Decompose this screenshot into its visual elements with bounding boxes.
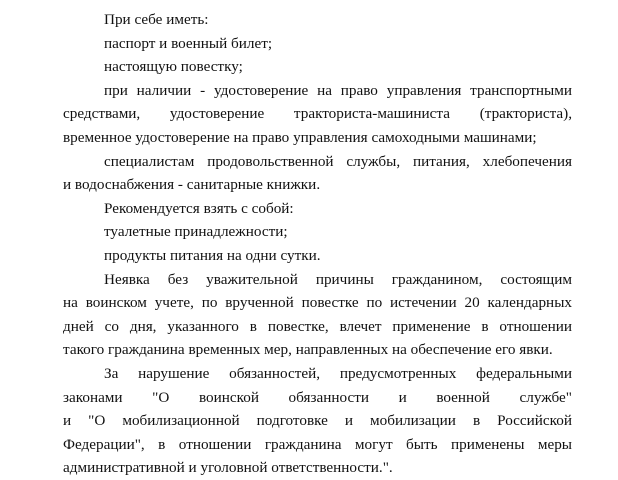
text-line-nonappearance-end: такого гражданина временных мер, направленных на обеспечение его явки. bbox=[63, 341, 553, 359]
text-line-recommended-heading: Рекомендуется взять с собой: bbox=[104, 199, 294, 217]
text-line-food: продукты питания на одни сутки. bbox=[104, 246, 321, 264]
text-line-violation-start: За нарушение обязанностей, предусмотренных федеральными bbox=[104, 364, 572, 382]
text-line-licenses-cont: средствами, удостоверение тракториста-машиниста (тракториста), bbox=[63, 105, 572, 123]
text-line-violation-2: законами "О воинской обязанности и военной службе" bbox=[63, 388, 572, 406]
text-line-nonappearance-3: дней со дня, указанного в повестке, влечет применение в отношении bbox=[63, 317, 572, 335]
text-line-nonappearance-start: Неявка без уважительной причины гражданином, состоящим bbox=[104, 270, 572, 288]
text-line-violation-end: административной и уголовной ответственности.". bbox=[63, 459, 393, 477]
text-line-violation-4: Федерации", в отношении гражданина могут быть применены меры bbox=[63, 435, 572, 453]
text-line-summons: настоящую повестку; bbox=[104, 58, 243, 76]
text-line-passport: паспорт и военный билет; bbox=[104, 34, 273, 52]
text-line-nonappearance-2: на воинском учете, по врученной повестке по истечении 20 календарных bbox=[63, 294, 572, 312]
text-line-food-specialists: специалистам продовольственной службы, питания, хлебопечения bbox=[104, 152, 572, 170]
text-line-toiletries: туалетные принадлежности; bbox=[104, 223, 288, 241]
text-line-licenses-start: при наличии - удостоверение на право управления транспортными bbox=[104, 81, 572, 99]
document-body bbox=[63, 8, 572, 480]
text-line-violation-3: и "О мобилизационной подготовке и мобилизации в Российской bbox=[63, 412, 572, 430]
text-line-sanitary-books: и водоснабжения - санитарные книжки. bbox=[63, 176, 321, 194]
text-line-bring-heading: При себе иметь: bbox=[104, 11, 209, 28]
text-line-licenses-end: временное удостоверение на право управления самоходными машинами; bbox=[63, 128, 537, 146]
